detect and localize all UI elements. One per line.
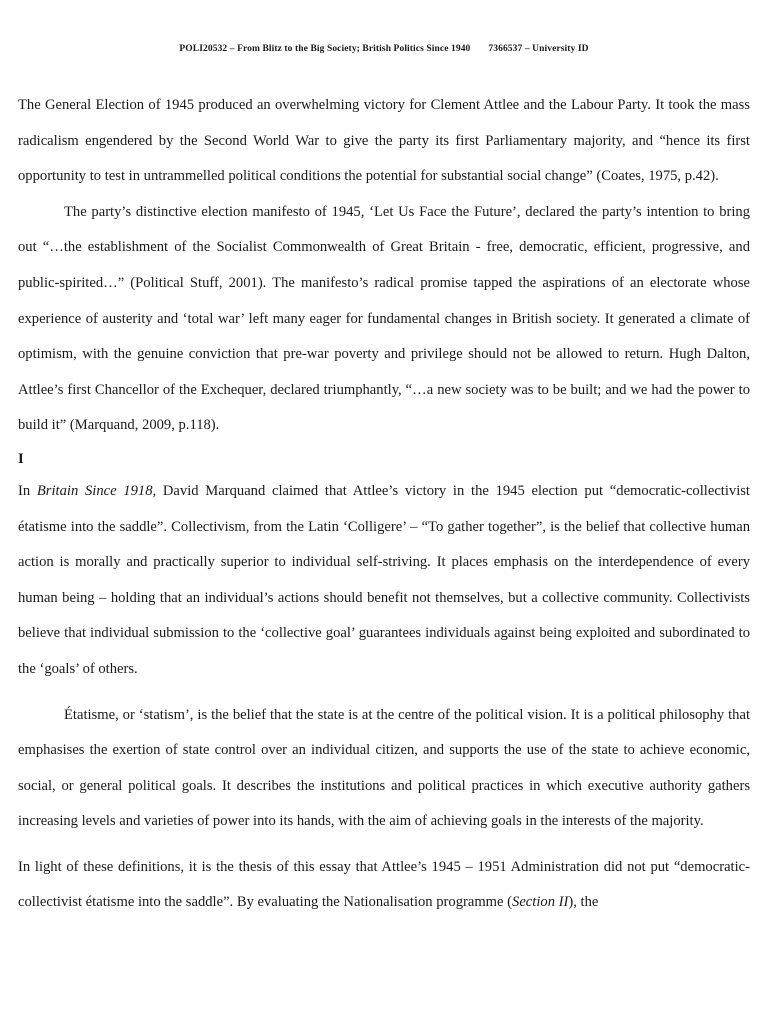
paragraph-intro: The General Election of 1945 produced an overwhelming victory for Clement Attlee and the Labour Party. It took the mass radicalism engendered by the Second World War to give the party its first Parliamentary majority, and “hence its first opportunity to test in untrammelled political conditions the potential for substantial social change” (Coates, 1975, p.42). [18,97,750,185]
paragraph-manifesto: The party’s distinctive election manifesto of 1945, ‘Let Us Face the Future’, declared the party’s intention to bring out “…the establishment of the Socialist Commonwealth of Great Britain - free, democratic, efficient, progressive, and public-spirited…” (Political Stuff, 2001). The manifesto’s radical promise tapped the aspirations of an electorate whose experience of austerity and ‘total war’ left many eager for fundamental changes in British society. It generated a climate of optimism, with the genuine conviction that pre-war poverty and privilege should not be allowed to return. Hugh Dalton, Attlee’s first Chancellor of the Exchequer, declared triumphantly, “…a new society was to be built; and we had the power to build it” (Marquand, 2009, p.118). [18,203,750,434]
paragraph-etatisme: Étatisme, or ‘statism’, is the belief that the state is at the centre of the political vision. It is a political philosophy that emphasises the exertion of state control over an individual citizen, and supports the use of the state to achieve economic, social, or general political goals. It describes the institutions and political practices in which executive authority gathers increasing levels and varieties of power into its hands, with the aim of achieving goals in the interests of the majority. [18,706,750,830]
essay-body [18,88,750,921]
paragraph-collectivism-lead: In [18,482,37,499]
book-title: Britain Since 1918, [36,482,157,499]
paragraph-thesis-b: ), the [568,894,599,911]
paragraph-collectivism-rest: David Marquand claimed that Attlee’s victory in the 1945 election put “democratic-collectivist étatisme into the saddle”. Collectivism, from the Latin ‘Colligere’ – “To gather together”, is the belief that collective human action is morally and practically superior to individual self-striving. It places emphasis on the interdependence of every human being – holding that an individual’s actions should benefit not themselves, but a collective community. Collectivists believe that individual submission to the ‘collective goal’ guarantees individuals against being exploited and subordinated to the ‘goals’ of others. [18,482,750,677]
page-header [0,44,768,54]
section-heading: I [18,450,24,467]
paragraph-thesis [18,850,750,921]
header-university-id: 7366537 – University ID [488,44,589,54]
header-course-title: POLI20532 – From Blitz to the Big Society; British Politics Since 1940 [179,44,471,54]
section-reference: Section II [512,894,569,911]
paragraph-collectivism [18,474,750,688]
paragraph-thesis-a: In light of these definitions, it is the thesis of this essay that Attlee’s 1945 – 1951 Administration did not put “democratic-collectivist étatisme into the saddle”. By evaluating the Nationalisation programme ( [18,858,750,911]
